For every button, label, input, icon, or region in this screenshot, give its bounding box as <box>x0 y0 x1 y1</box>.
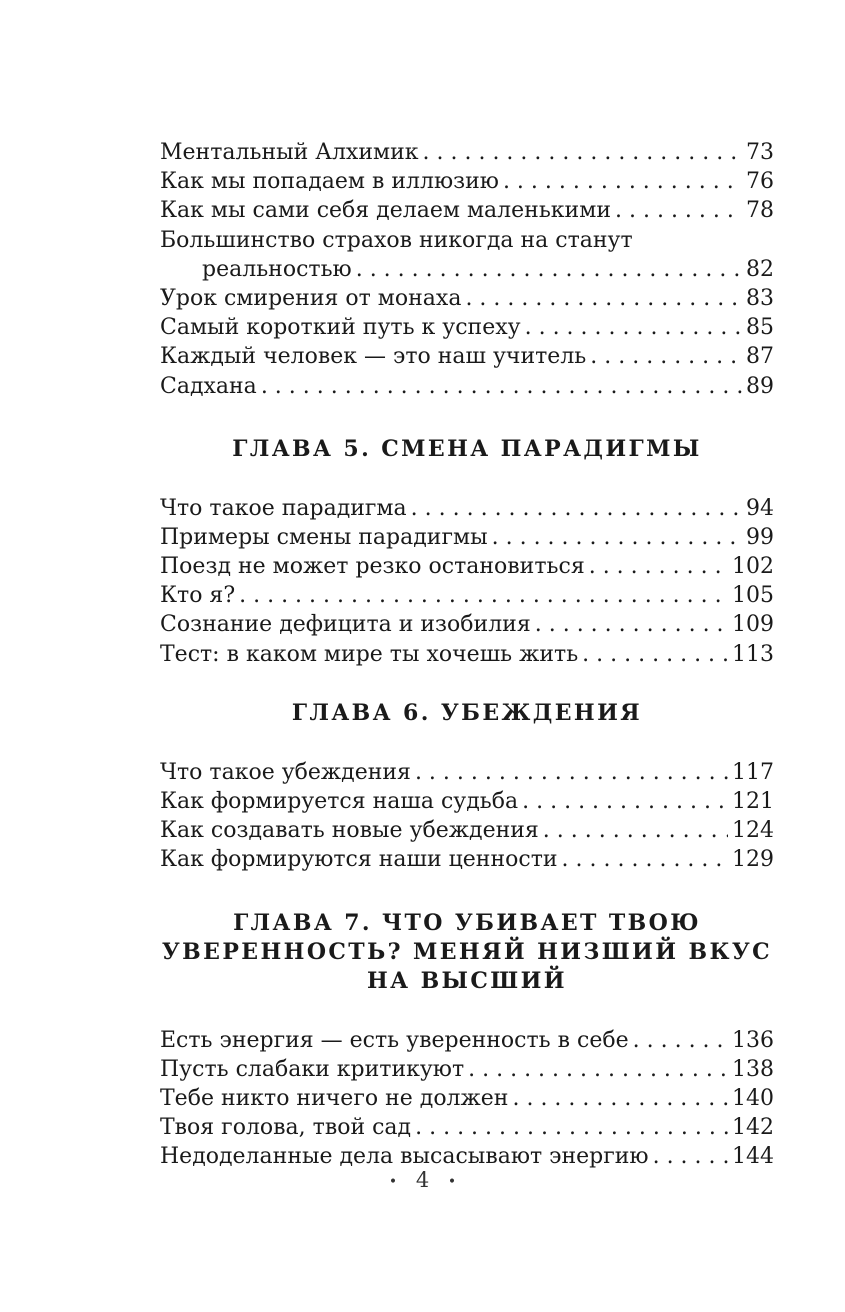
toc-entry-page: 73 <box>746 140 774 165</box>
chapter-5-heading: ГЛАВА 5. СМЕНА ПАРАДИГМЫ <box>232 435 702 462</box>
toc-leader-dots <box>239 581 728 610</box>
toc-entry-page: 117 <box>732 759 774 785</box>
page-number: 4 <box>415 1168 430 1192</box>
toc-leader-dots <box>492 523 742 552</box>
toc-leader-dots <box>525 313 742 342</box>
folio-dot-left: • <box>388 1173 398 1190</box>
toc-entry-title: Как создавать новые убеждения <box>160 818 539 844</box>
toc-entry-title: Кто я? <box>160 583 236 609</box>
toc-leader-dots <box>535 610 728 639</box>
toc-entry[interactable] <box>160 313 774 342</box>
toc-leader-dots <box>415 1113 728 1142</box>
toc-leader-dots <box>562 845 728 874</box>
toc-entry-title: Что такое парадигма <box>160 495 407 521</box>
toc-leader-dots <box>356 255 742 284</box>
toc-entry[interactable] <box>160 167 774 196</box>
toc-leader-dots <box>423 138 742 167</box>
toc-entry-title: Как формируются наши ценности <box>160 847 558 873</box>
toc-entry-title: Пусть слабаки критикуют <box>160 1056 465 1082</box>
toc-entry-title: Как формируется наша судьба <box>160 789 519 814</box>
toc-entry[interactable] <box>160 758 774 787</box>
toc-entry-title: Что такое убеждения <box>160 759 411 785</box>
toc-entry-page: 109 <box>732 612 774 638</box>
toc-leader-dots <box>411 494 742 523</box>
toc-entry-title: Тебе никто ничего не должен <box>160 1085 509 1111</box>
toc-entry-title: Как мы сами себя делаем маленькими <box>160 198 611 224</box>
toc-entry-page: 76 <box>746 169 774 195</box>
toc-leader-dots <box>582 640 728 669</box>
toc-entry-page: 87 <box>746 344 774 370</box>
toc-entry-page: 121 <box>732 789 774 814</box>
toc-entry[interactable] <box>160 552 774 581</box>
toc-entry-title: Недоделанные дела высасывают энергию <box>160 1144 649 1170</box>
toc-entry-title-line1: Большинство страхов никогда на станут <box>160 227 633 253</box>
toc-entry[interactable] <box>160 1113 774 1142</box>
toc-section-continued <box>160 138 774 401</box>
chapter-6-heading: ГЛАВА 6. УБЕЖДЕНИЯ <box>291 699 643 726</box>
toc-entry[interactable] <box>160 1055 774 1084</box>
toc-entry-page: 89 <box>746 373 774 399</box>
toc-leader-dots <box>468 1055 728 1084</box>
toc-entry-title-line2: реальностью <box>202 256 352 282</box>
toc-entry-page: 82 <box>746 256 774 282</box>
toc-entry-title: Как мы попадаем в иллюзию <box>160 169 499 195</box>
toc-leader-dots <box>465 284 742 313</box>
toc-entry-page: 83 <box>746 285 774 311</box>
toc-entry[interactable] <box>160 1026 774 1055</box>
chapter-7-heading-line: ГЛАВА 7. ЧТО УБИВАЕТ ТВОЮ <box>233 909 701 936</box>
chapter-7-heading-line: УВЕРЕННОСТЬ? МЕНЯЙ НИЗШИЙ ВКУС <box>161 938 773 965</box>
toc-entry[interactable] <box>160 372 774 401</box>
toc-entry-page: 94 <box>746 495 774 521</box>
toc-entry[interactable] <box>160 640 774 669</box>
toc-entry-wrapped[interactable] <box>160 226 774 284</box>
toc-entry-title: Твоя голова, твой сад <box>160 1115 412 1141</box>
toc-entry[interactable] <box>160 816 774 845</box>
toc-entry[interactable] <box>160 284 774 313</box>
toc-leader-dots <box>522 787 728 816</box>
toc-leader-dots <box>589 552 728 581</box>
toc-entry-title: Урок смирения от монаха <box>160 285 462 311</box>
toc-entry[interactable] <box>160 342 774 371</box>
toc-entry-page: 85 <box>746 315 774 341</box>
toc-entry-page: 124 <box>732 818 774 844</box>
chapter-7-heading <box>160 909 774 996</box>
toc-entry[interactable] <box>160 494 774 523</box>
toc-entry[interactable] <box>160 138 774 167</box>
toc-entry[interactable] <box>160 523 774 552</box>
toc-entry-title: Поезд не может резко остановиться <box>160 554 585 580</box>
toc-entry-page: 102 <box>732 554 774 580</box>
toc-entry-page: 140 <box>732 1085 774 1111</box>
toc-leader-dots <box>512 1084 728 1113</box>
toc-entry-title: Садхана <box>160 373 257 399</box>
toc-entry-title: Ментальный Алхимик <box>160 140 419 165</box>
toc-chapter-5 <box>160 494 774 669</box>
toc-entry[interactable] <box>160 610 774 639</box>
toc-leader-dots <box>261 372 742 401</box>
toc-chapter-7 <box>160 1026 774 1172</box>
toc-entry-title: Самый короткий путь к успеху <box>160 315 521 341</box>
toc-entry-page: 113 <box>732 641 774 667</box>
toc-entry-title: Есть энергия — есть уверенность в себе <box>160 1027 629 1053</box>
toc-entry-title: Тест: в каком мире ты хочешь жить <box>160 641 579 667</box>
toc-entry[interactable] <box>160 196 774 225</box>
chapter-7-heading-line: НА ВЫСШИЙ <box>367 967 567 994</box>
toc-entry-continuation <box>160 255 774 284</box>
toc-entry[interactable] <box>160 787 774 816</box>
toc-entry-page: 144 <box>732 1144 774 1170</box>
toc-chapter-6 <box>160 758 774 875</box>
toc-entry-title: Сознание дефицита и изобилия <box>160 612 531 638</box>
toc-entry-page: 129 <box>732 847 774 873</box>
toc-entry-page: 99 <box>746 524 774 550</box>
toc-entry-page: 142 <box>732 1115 774 1141</box>
toc-entry-title: Примеры смены парадигмы <box>160 524 488 550</box>
toc-entry-page: 138 <box>732 1056 774 1082</box>
toc-entry[interactable] <box>160 1084 774 1113</box>
toc-leader-dots <box>590 342 742 371</box>
toc-leader-dots <box>633 1026 728 1055</box>
toc-entry[interactable] <box>160 581 774 610</box>
toc-entry-title: Каждый человек — это наш учитель <box>160 344 587 370</box>
toc-leader-dots <box>615 196 742 225</box>
toc-entry-page: 105 <box>732 583 774 609</box>
toc-leader-dots <box>543 816 728 845</box>
toc-entry-page: 136 <box>732 1027 774 1053</box>
table-of-contents <box>160 138 774 1172</box>
folio-dot-right: • <box>447 1173 457 1190</box>
toc-leader-dots <box>503 167 742 196</box>
toc-entry-page: 78 <box>746 198 774 224</box>
toc-leader-dots <box>415 758 728 787</box>
toc-entry[interactable] <box>160 845 774 874</box>
page-folio <box>0 1168 845 1192</box>
